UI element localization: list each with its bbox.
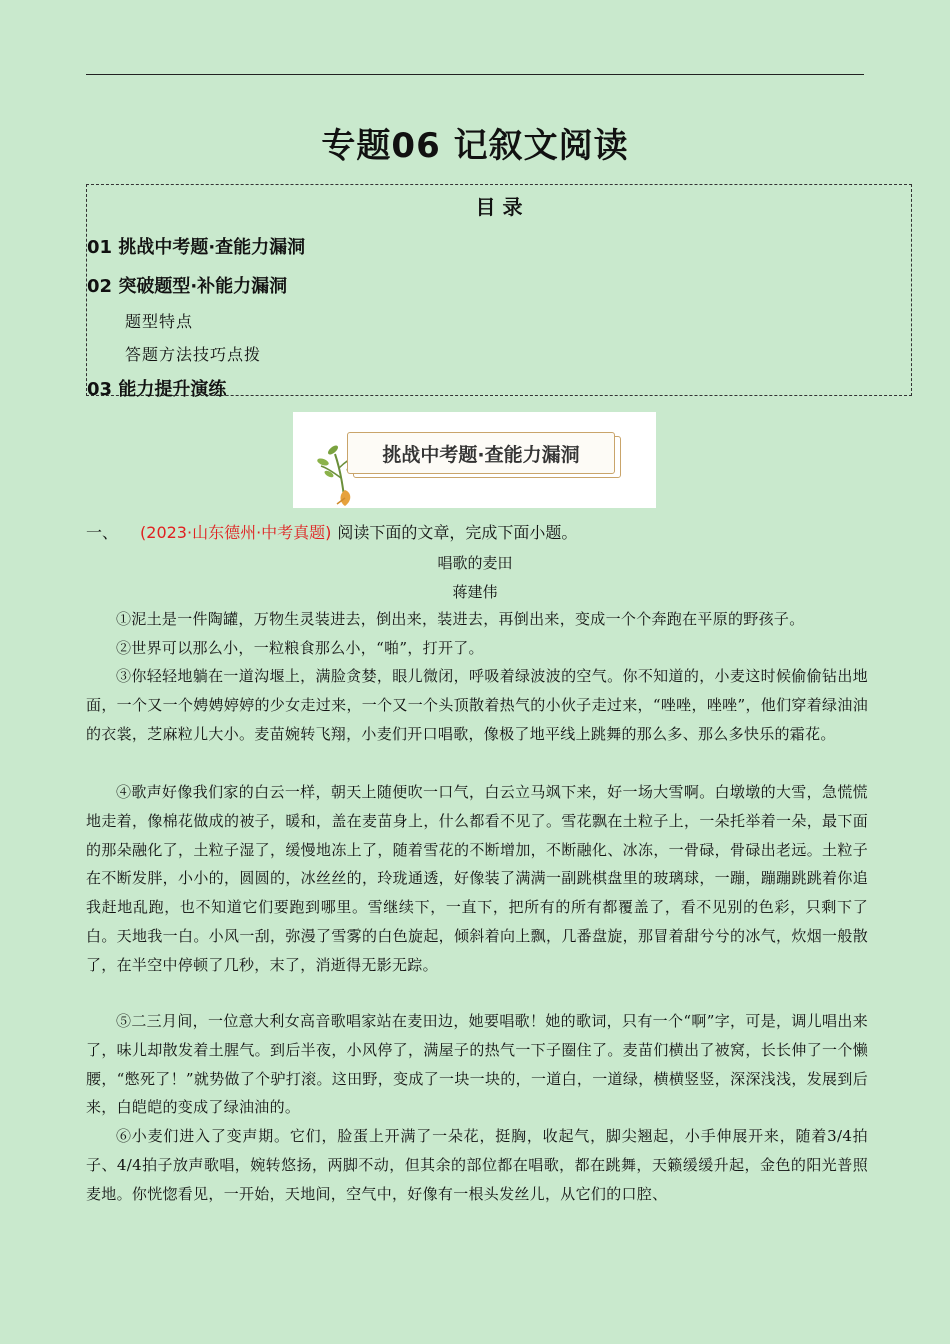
article-paragraph-2: ②世界可以那么小，一粒粮食那么小，“啪”，打开了。 <box>116 639 484 657</box>
toc-subitem-features[interactable]: 题型特点 <box>125 312 194 331</box>
article-paragraph-1: ①泥土是一件陶罐，万物生灵装进去，倒出来，装进去，再倒出来，变成一个个奔跑在平原的野孩子。 <box>116 610 805 628</box>
article-paragraph-4: ④歌声好像我们家的白云一样，朝天上随便吹一口气，白云立马飒下来，好一场大雪啊。白墩墩的大雪，急慌慌地走着，像棉花做成的被子，暖和，盖在麦苗身上，什么都看不见了。雪花飘在土粒子上，一朵托举着一朵，最下面的那朵融化了，土粒子湿了，缓慢地冻上了，随着雪花的不断增加，不断融化、冰冻，一骨碌，骨碌出老远。土粒子在不断发胖，小小的，圆圆的，冰丝丝的，玲珑通透，好像装了满满一副跳棋盘里的玻璃球，一蹦，蹦蹦跳跳着你追我赶地乱跑，也不知道它们要跑到哪里。雪继续下，一直下，把所有的所有都覆盖了，看不见别的色彩，只剩下了白。天地我一白。小风一刮，弥漫了雪雾的白色旋起，倾斜着向上飘，几番盘旋，那冒着甜兮兮的冰气，炊烟一般散了，在半空中停顿了几秒，末了，消逝得无影无踪。 <box>86 783 868 974</box>
question-number: 一、 <box>86 523 119 542</box>
table-of-contents <box>86 184 912 400</box>
section-banner <box>293 412 656 508</box>
toc-subitem-methods[interactable]: 答题方法技巧点拨 <box>125 345 262 364</box>
article-author: 蒋建伟 <box>452 583 498 601</box>
toc-item-03[interactable]: 03 能力提升演练 <box>87 379 227 400</box>
article-paragraph-5: ⑤二三月间，一位意大利女高音歌唱家站在麦田边，她要唱歌！她的歌词，只有一个“啊”字，可是，调儿唱出来了，味儿却散发着土腥气。到后半夜，小风停了，满屋子的热气一下子圈住了。麦苗们横出了被窝，长长伸了一个懒腰，“憋死了！”就势做了个驴打滚。这田野，变成了一块一块的，一道白，一道绿，横横竖竖，深深浅浅，发展到后来，白皑皑的变成了绿油油的。 <box>86 1012 868 1117</box>
question-instruction: 阅读下面的文章，完成下面小题。 <box>337 523 578 542</box>
article-title: 唱歌的麦田 <box>437 554 513 572</box>
article-paragraph-6: ⑥小麦们进入了变声期。它们，脸蛋上开满了一朵花，挺胸，收起气，脚尖翘起，小手伸展开来，随着3/4拍子、4/4拍子放声歌唱，婉转悠扬，两脚不动，但其余的部位都在唱歌，都在跳舞，天籁缓缓升起，金色的阳光普照麦地。你恍惚看见，一开始，天地间，空气中，好像有一根头发丝儿，从它们的口腔、 <box>86 1127 868 1203</box>
page-title: 专题06 记叙文阅读 <box>321 126 629 166</box>
question-header <box>86 520 577 543</box>
banner-label: 挑战中考题·查能力漏洞 <box>347 432 615 474</box>
article-paragraph-3: ③你轻轻地躺在一道沟堰上，满脸贪婪，眼儿微闭，呼吸着绿波波的空气。你不知道的，小麦这时候偷偷钻出地面，一个又一个娉娉婷婷的少女走过来，一个又一个头顶散着热气的小伙子走过来，“唑唑，唑唑”，他们穿着绿油油的衣裳，芝麻粒儿大小。麦苗婉转飞翔，小麦们开口唱歌，像极了地平线上跳舞的那么多、那么多快乐的霜花。 <box>86 667 868 743</box>
toc-item-02[interactable]: 02 突破题型·补能力漏洞 <box>87 276 288 297</box>
top-rule <box>86 74 864 75</box>
question-source: (2023·山东德州·中考真题) <box>140 523 332 542</box>
toc-heading: 目 录 <box>475 195 523 219</box>
toc-item-01[interactable]: 01 挑战中考题·查能力漏洞 <box>87 237 306 258</box>
